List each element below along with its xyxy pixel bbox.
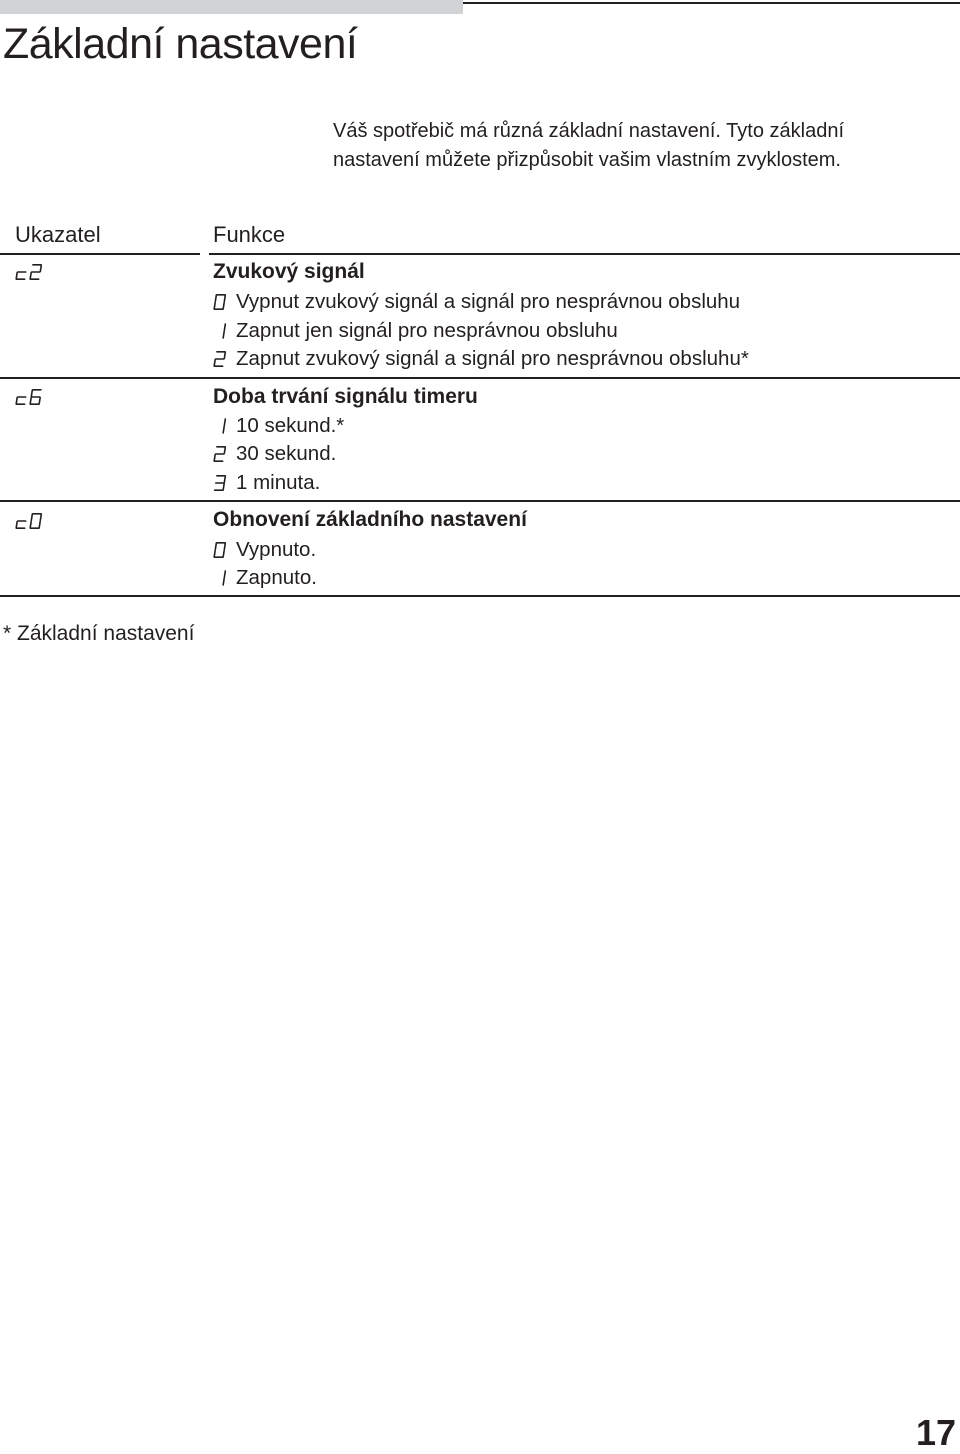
seven-segment-digit: [213, 293, 229, 311]
option-text: Zapnut zvukový signál a signál pro nesprávnou obsluhu*: [236, 347, 749, 370]
option-text: 1 minuta.: [236, 471, 321, 494]
option-text: Vypnuto.: [236, 538, 317, 561]
row-title-timer-signal-duration: Doba trvání signálu timeru: [213, 385, 478, 408]
seven-segment-digit: [213, 322, 229, 340]
intro-line-1: Váš spotřebič má různá základní nastavení. Tyto základní: [333, 120, 845, 142]
header-bar-gray: [0, 0, 463, 14]
seven-segment-digit: [213, 445, 229, 463]
option-text: Zapnuto.: [236, 566, 317, 589]
page-title: Základní nastavení: [3, 20, 358, 68]
option-text: 30 sekund.: [236, 442, 337, 465]
intro-line-2: nastavení můžete přizpůsobit vašim vlastním zvyklostem.: [333, 149, 841, 171]
header-rule-left: [0, 253, 200, 255]
seven-segment-digit: [213, 541, 229, 559]
indicator-display-c6: [15, 388, 55, 410]
row-title-sound-signal: Zvukový signál: [213, 260, 365, 283]
row-rule: [0, 500, 960, 502]
indicator-display-c0: [15, 512, 55, 534]
seven-segment-digit: [213, 350, 229, 368]
option-text: 10 sekund.*: [236, 414, 345, 437]
seven-segment-digit: [213, 569, 229, 587]
seven-segment-digit: [213, 474, 229, 492]
header-rule-right: [209, 253, 960, 255]
footnote: * Základní nastavení: [3, 622, 195, 645]
option-text: Zapnut jen signál pro nesprávnou obsluhu: [236, 319, 618, 342]
indicator-display-c2: [15, 263, 55, 285]
seven-segment-digit: [213, 417, 229, 435]
column-header-indicator: Ukazatel: [15, 222, 101, 247]
row-rule: [0, 377, 960, 379]
option-text: Vypnut zvukový signál a signál pro nesprávnou obsluhu: [236, 290, 741, 313]
intro-text: [333, 117, 953, 175]
column-header-function: Funkce: [213, 222, 286, 247]
row-title-reset-defaults: Obnovení základního nastavení: [213, 508, 527, 531]
header-bar-line: [463, 2, 960, 4]
row-rule: [0, 595, 960, 597]
page-number: 17: [915, 1412, 956, 1453]
